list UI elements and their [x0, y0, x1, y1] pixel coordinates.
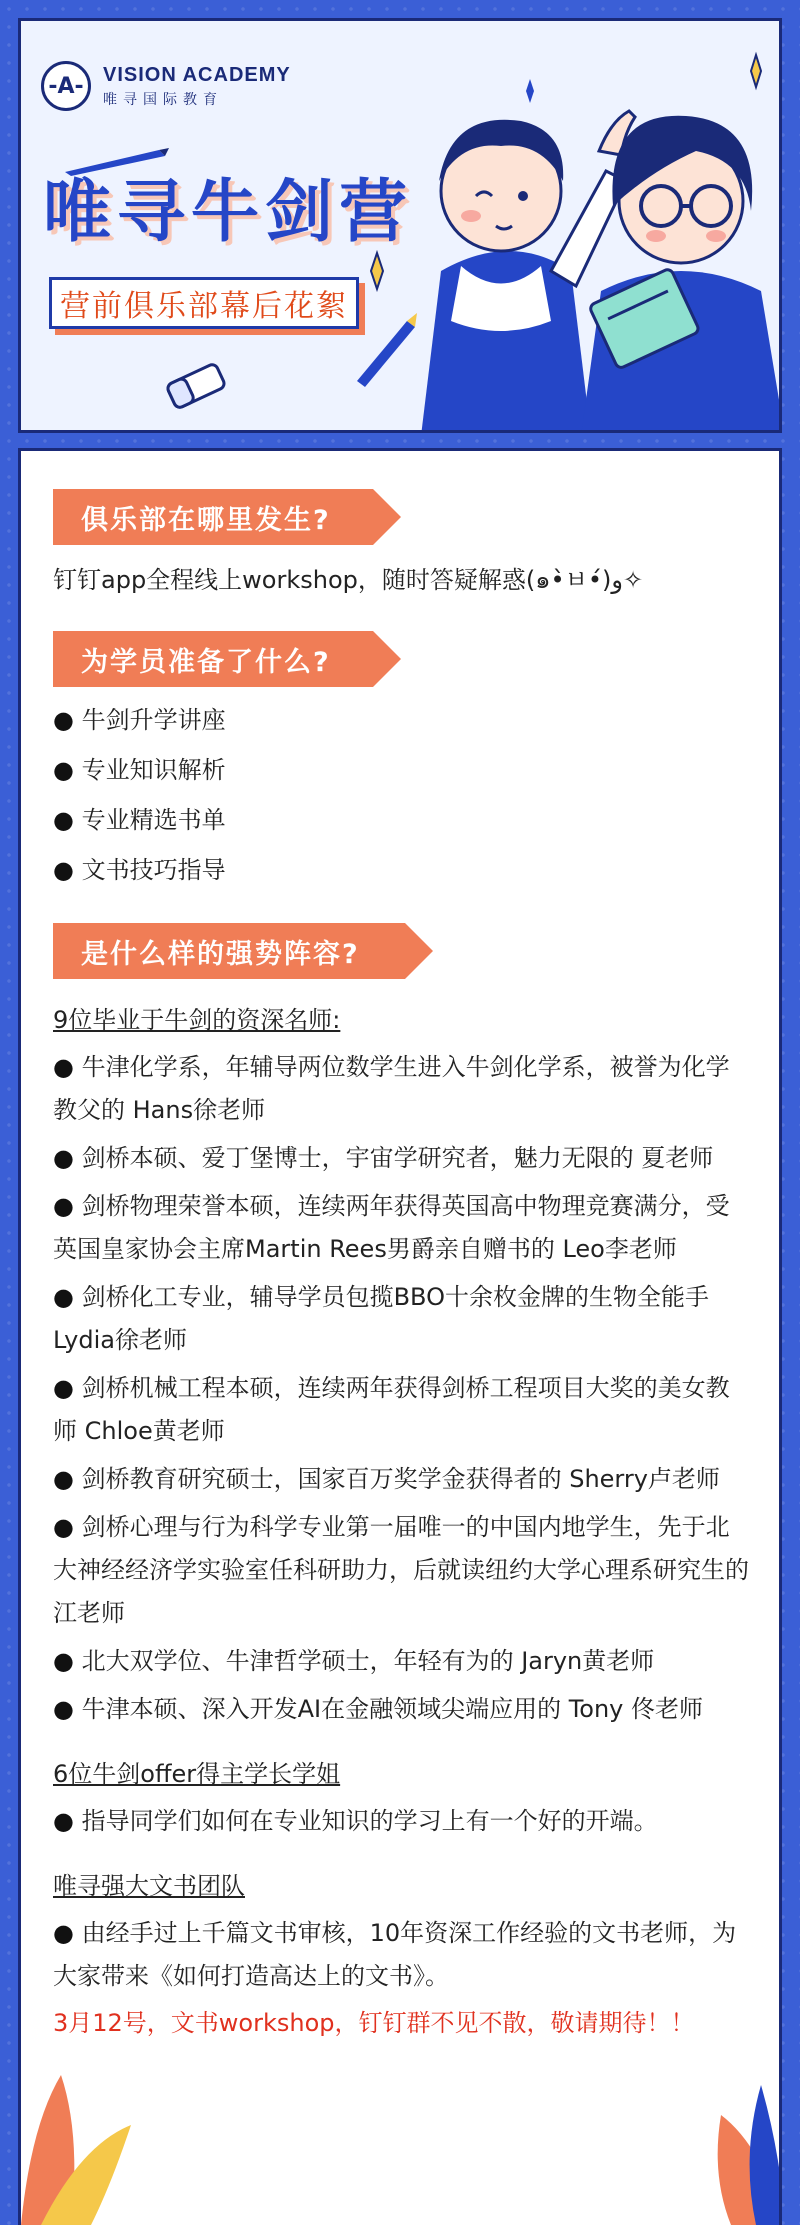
- announcement-text: 3月12号，文书workshop，钉钉群不见不散，敬请期待！！: [53, 2009, 695, 2037]
- logo-chinese: 唯寻国际教育: [103, 91, 223, 108]
- list-item: ● 剑桥物理荣誉本硕，连续两年获得英国高中物理竞赛满分，受英国皇家协会主席Martin Rees男爵亲自赠书的 Leo李老师: [53, 1185, 753, 1271]
- section-heading-what-text: 为学员准备了什么?: [81, 646, 331, 678]
- list-item: ● 专业精选书单: [53, 799, 753, 842]
- list-item: ● 剑桥本硕、爱丁堡博士，宇宙学研究者，魅力无限的 夏老师: [53, 1137, 753, 1180]
- list-item: ● 牛剑升学讲座: [53, 699, 753, 742]
- list-item: ● 牛津化学系，年辅导两位数学生进入牛剑化学系，被誉为化学教父的 Hans徐老师: [53, 1046, 753, 1132]
- list-item: ● 由经手过上千篇文书审核，10年资深工作经验的文书老师，为大家带来《如何打造高达上的文书》。: [53, 1912, 753, 1998]
- page-title: 唯寻牛剑营: [43, 173, 414, 252]
- content-panel: [18, 448, 782, 2225]
- list-item: ● 剑桥机械工程本硕，连续两年获得剑桥工程项目大奖的美女教师 Chloe黄老师: [53, 1367, 753, 1453]
- seniors-title: 6位牛剑offer得主学长学姐: [53, 1760, 341, 1788]
- pencil-icon: [61, 146, 171, 176]
- what-list: [53, 699, 753, 892]
- logo-english: VISION ACADEMY: [103, 63, 291, 86]
- students-illustration: [351, 21, 782, 433]
- list-item: ● 北大双学位、牛津哲学硕士，年轻有为的 Jaryn黄老师: [53, 1640, 753, 1683]
- subtitle-badge: [49, 277, 359, 329]
- section-heading-where: [53, 489, 373, 545]
- writing-title: 唯寻强大文书团队: [53, 1872, 245, 1900]
- brand-logo: [41, 61, 291, 111]
- where-body: 钉钉app全程线上workshop，随时答疑解惑(๑•̀ㅂ•́)و✧: [53, 566, 644, 594]
- teachers-title: 9位毕业于牛剑的资深名师:: [53, 1006, 341, 1034]
- section-heading-team: [53, 923, 405, 979]
- eraser-icon: [161, 361, 231, 411]
- list-item: ● 牛津本硕、深入开发AI在金融领域尖端应用的 Tony 佟老师: [53, 1688, 753, 1731]
- list-item: ● 专业知识解析: [53, 749, 753, 792]
- team-content: [53, 999, 753, 2045]
- list-item: ● 剑桥化工专业，辅导学员包揽BBO十余枚金牌的生物全能手 Lydia徐老师: [53, 1276, 753, 1362]
- list-item: ● 剑桥教育研究硕士，国家百万奖学金获得者的 Sherry卢老师: [53, 1458, 753, 1501]
- logo-mark-icon: -A-: [41, 61, 91, 111]
- list-item: ● 剑桥心理与行为科学专业第一届唯一的中国内地学生，先于北大神经经济学实验室任科研助力，后就读纽约大学心理系研究生的 江老师: [53, 1506, 753, 1635]
- section-heading-where-text: 俱乐部在哪里发生?: [81, 504, 331, 536]
- subtitle-text: 营前俱乐部幕后花絮: [60, 289, 348, 324]
- header-banner: [18, 18, 782, 433]
- section-heading-team-text: 是什么样的强势阵容?: [81, 938, 360, 970]
- list-item: ● 文书技巧指导: [53, 849, 753, 892]
- section-heading-what: [53, 631, 373, 687]
- list-item: ● 指导同学们如何在专业知识的学习上有一个好的开端。: [53, 1800, 753, 1843]
